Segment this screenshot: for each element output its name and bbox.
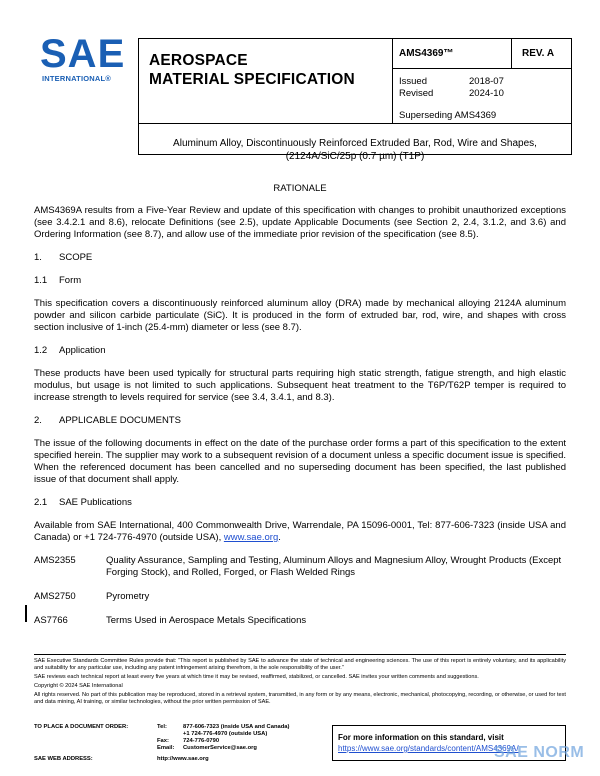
- section-number: 1.: [34, 252, 42, 263]
- section-number: 2.: [34, 415, 42, 426]
- sae-norm-watermark: SAE NORM: [494, 744, 585, 761]
- section-title: SCOPE: [59, 252, 93, 263]
- section-title: Form: [59, 275, 82, 286]
- section-2-heading: [34, 415, 566, 427]
- reference-id: AS7766: [34, 615, 68, 626]
- order-contact: [34, 724, 289, 752]
- more-info-title: For more information on this standard, visit: [338, 733, 504, 742]
- section-number: 2.1: [34, 497, 48, 508]
- document-subject: [139, 124, 571, 163]
- rationale-heading: RATIONALE: [273, 183, 327, 194]
- web-value[interactable]: http://www.sae.org: [157, 756, 209, 762]
- section-1-2-text: These products have been used typically for structural parts requiring high static strength, fatigue strength, and high elastic modulus, but usage is not limited to such applications. Subsequent heat treatment to the T6P/T62P temper is required to increase strength to levels required for service (see 3.4, 3.4.1, and 8.3).: [34, 368, 566, 403]
- order-label: TO PLACE A DOCUMENT ORDER:: [34, 724, 129, 730]
- email-value[interactable]: CustomerService@sae.org: [183, 745, 257, 751]
- reference-row: [34, 615, 566, 627]
- revised-date: 2024-10: [469, 88, 504, 99]
- section-2-text: The issue of the following documents in effect on the date of the purchase order forms a part of this specification to the extent specified herein. The supplier may work to a subsequent revision of a document unless a specific document issue is specified. When the referenced document has been cancelled and no superseding document has been specified, the last published issue of that document shall apply.: [34, 438, 566, 485]
- revision: REV. A: [512, 39, 571, 69]
- reference-id: AMS2750: [34, 591, 76, 602]
- section-title: SAE Publications: [59, 497, 132, 508]
- superseding: Superseding AMS4369: [399, 110, 497, 121]
- tel2-value: +1 724-776-4970 (outside USA): [183, 731, 268, 737]
- reference-title: Quality Assurance, Sampling and Testing, Aluminum Alloys and Magnesium Alloy, Wrought Products (Except Forging Stock), and Rolled, Forged, or Flash Welded Rings: [106, 555, 562, 578]
- reference-title: Terms Used in Aerospace Metals Specifications: [106, 615, 307, 626]
- fax-value: 724-776-0790: [183, 738, 220, 744]
- standard-url-link[interactable]: https://www.sae.org/standards/content/AMS4369A/: [338, 744, 519, 753]
- section-1-2-heading: [34, 345, 566, 357]
- reference-row: [34, 555, 566, 579]
- sae-logo: [38, 32, 126, 84]
- dates: [399, 76, 504, 100]
- section-1-1-text: This specification covers a discontinuously reinforced aluminum alloy (DRA) made by mechanical alloying 2124A aluminum powder and silicon carbide particulate (SiC). It is produced in the form of extruded bar, rod, wire, and shapes with cross section inclusive of 1-inch (25.4-mm) diameter or less (see 8.7).: [34, 298, 566, 333]
- logo-subtitle: INTERNATIONAL®: [42, 74, 112, 83]
- footer-review-notice: SAE reviews each technical report at least every five years at which time it may be revised, reaffirmed, stabilized, or cancelled. SAE invites your written comments and suggestions.: [34, 674, 479, 680]
- rationale-text: AMS4369A results from a Five-Year Review and update of this specification with changes to prohibit unauthorized exceptions (see 3.4.2.1 and 8.6), relocate Definitions (see 2.5), update Applicable Documents (see Section 2, 2.4, 3.1.2, and 3.6) and Ordering Information (see 8.7), and allow use of the immediate prior revision of the specification (see 8.5).: [34, 205, 566, 240]
- availability-text: Available from SAE International, 400 Commonwealth Drive, Warrendale, PA 15096-0001, Tel: 877-606-7323 (inside USA and Canada) or +1 724-776-4970 (outside USA),: [34, 520, 566, 543]
- section-2-1-text: [34, 520, 566, 544]
- reference-title: Pyrometry: [106, 591, 150, 602]
- footer-notices: [34, 658, 566, 708]
- issued-date: 2018-07: [469, 76, 504, 87]
- revised-label: Revised: [399, 88, 434, 99]
- header-box: [138, 38, 572, 162]
- section-number: 1.1: [34, 275, 48, 286]
- section-title: APPLICABLE DOCUMENTS: [59, 415, 181, 426]
- footer-rules-notice: SAE Executive Standards Committee Rules provide that: “This report is published by SAE to advance the state of technical and engineering sciences. The use of this report is entirely voluntary, and its applicability and suitability for any particular use, including any patent infringement arising therefrom, is the sole responsibility of the user.”: [34, 658, 566, 671]
- logo-mark: SAE: [40, 32, 126, 76]
- header-meta: [393, 39, 571, 124]
- sae-website-link[interactable]: www.sae.org: [223, 532, 279, 543]
- issued-label: Issued: [399, 76, 427, 87]
- fax-label: Fax:: [157, 738, 169, 744]
- footer-rights-notice: All rights reserved. No part of this publication may be reproduced, stored in a retrieval system, transmitted, in any form or by any means, electronic, mechanical, photocopying, recording, or otherwise, or used for text and data mining, AI training, or similar technologies, without the prior written permission of SAE.: [34, 692, 566, 705]
- subject-line-1: Aluminum Alloy, Discontinuously Reinforced Extruded Bar, Rod, Wire and Shapes,: [173, 138, 537, 149]
- tel-value: 877-606-7323 (inside USA and Canada): [183, 724, 290, 730]
- web-address: [34, 756, 209, 762]
- title-line-2: MATERIAL SPECIFICATION: [149, 71, 355, 88]
- email-label: Email:: [157, 745, 175, 751]
- title-line-1: AEROSPACE: [149, 52, 248, 69]
- web-label: SAE WEB ADDRESS:: [34, 756, 93, 762]
- section-1-1-heading: [34, 275, 566, 287]
- reference-id: AMS2355: [34, 555, 76, 566]
- document-type: [139, 39, 393, 124]
- section-2-1-heading: [34, 497, 566, 509]
- section-number: 1.2: [34, 345, 48, 356]
- revision-change-bar: [25, 605, 27, 622]
- section-title: Application: [59, 345, 106, 356]
- reference-row: [34, 591, 566, 603]
- footer-divider: [34, 654, 566, 655]
- period: .: [278, 532, 281, 543]
- document-number: AMS4369™: [393, 39, 512, 69]
- section-1-heading: [34, 252, 566, 264]
- footer-copyright: Copyright © 2024 SAE International: [34, 683, 123, 689]
- tel-label: Tel:: [157, 724, 167, 730]
- document-body: [34, 183, 566, 639]
- subject-line-2: (2124A/SiC/25p (0.7 µm) (T1P): [285, 151, 425, 162]
